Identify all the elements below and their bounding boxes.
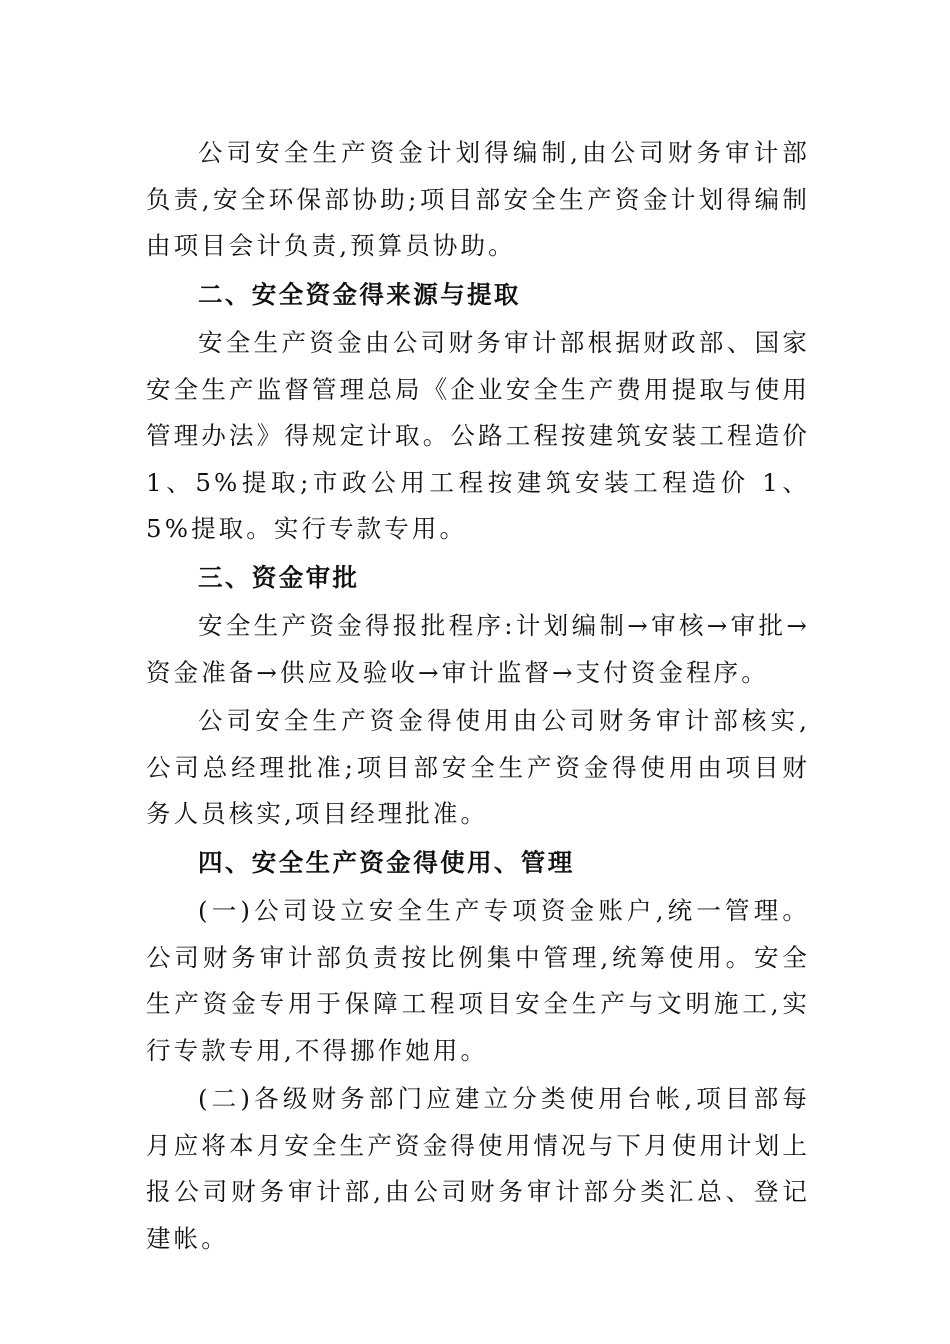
paragraph-plan-responsibility: 公司安全生产资金计划得编制,由公司财务审计部负责,安全环保部协助;项目部安全生产资金计划得编制由项目会计负责,预算员协助。: [146, 138, 810, 260]
section-heading-approval: 三、资金审批: [198, 562, 360, 592]
paragraph-ledger: (二)各级财务部门应建立分类使用台帐,项目部每月应将本月安全生产资金得使用情况与下月使用计划上报公司财务审计部,由公司财务审计部分类汇总、登记建帐。: [146, 1084, 810, 1253]
document-page: [146, 130, 810, 1264]
paragraph-special-account: (一)公司设立安全生产专项资金账户,统一管理。公司财务审计部负责按比例集中管理,统筹使用。安全生产资金专用于保障工程项目安全生产与文明施工,实行专款专用,不得挪作她用。: [146, 896, 810, 1065]
paragraph-funding-source: 安全生产资金由公司财务审计部根据财政部、国家安全生产监督管理总局《企业安全生产费用提取与使用管理办法》得规定计取。公路工程按建筑安装工程造价 1、5%提取;市政公用工程按建筑安装工程造价 1、5%提取。实行专款专用。: [146, 328, 810, 543]
section-heading-funding-source: 二、安全资金得来源与提取: [198, 279, 521, 309]
paragraph-approval-procedure: 安全生产资金得报批程序:计划编制→审核→审批→资金准备→供应及验收→审计监督→支付资金程序。: [146, 611, 810, 687]
paragraph-approval-authority: 公司安全生产资金得使用由公司财务审计部核实,公司总经理批准;项目部安全生产资金得使用由项目财务人员核实,项目经理批准。: [146, 706, 810, 828]
section-heading-use-management: 四、安全生产资金得使用、管理: [198, 847, 575, 877]
